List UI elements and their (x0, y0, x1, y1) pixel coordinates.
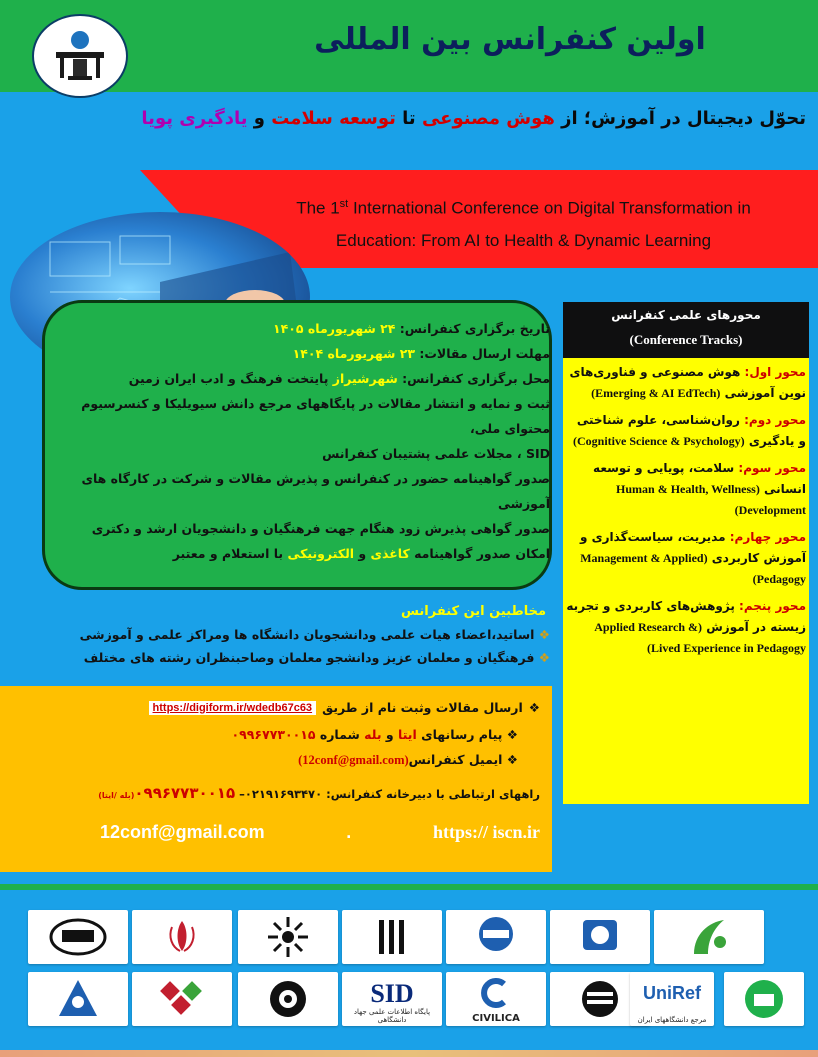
messenger-and: و (381, 727, 399, 742)
bullet-icon: ❖ (534, 650, 550, 665)
info-venue-label: محل برگزاری کنفرانس: (397, 371, 550, 386)
track-5-label: محور پنجم: (739, 599, 806, 613)
subtitle-part: تا (395, 108, 422, 129)
logo-civilica (446, 972, 546, 1026)
footer-site[interactable]: https:// iscn.ir (432, 822, 540, 842)
track-5-fa: پژوهش‌های کاربردی و تجربه زیسته در آموزش (566, 599, 806, 634)
info-date-value: ۲۴ شهریورماه ۱۴۰۵ (273, 321, 396, 336)
culture-house-icon (157, 976, 207, 1022)
info-deadline (50, 341, 550, 366)
bullet-icon: ❖ (502, 752, 518, 767)
track-2-label: محور دوم: (744, 413, 806, 427)
secretariat-sep: – (235, 787, 245, 801)
info-venue (50, 366, 550, 391)
info-venue-city: شهرشیراز (332, 371, 398, 386)
civilica-icon (476, 978, 516, 1008)
track-4 (566, 527, 806, 590)
skills-center-icon (55, 976, 101, 1022)
book-emblem-icon (741, 976, 787, 1022)
english-title-pre: The 1 (296, 198, 340, 218)
info-venue-rest: پایتخت فرهنگ و ادب ایران زمین (128, 371, 333, 386)
info-cert-e: با استعلام و معتبر (172, 546, 288, 561)
track-1-fa: هوش مصنوعی و فناوری‌های نوین آموزشی (569, 365, 806, 400)
track-5-en: (Applied Research & Lived Experience in Pedagogy) (594, 620, 806, 655)
track-2 (566, 410, 806, 452)
conference-emblem (32, 14, 128, 98)
info-cert-c: و (354, 546, 371, 561)
messenger-bale: بله (364, 727, 382, 742)
info-list (50, 316, 550, 566)
info-cert-electronic: الکترونیکی (287, 546, 355, 561)
track-3 (566, 458, 806, 521)
english-title-sup: st (339, 198, 349, 210)
track-4-en: (Management & Applied Pedagogy) (580, 551, 806, 586)
logo-culture-house (132, 972, 232, 1026)
subtitle-learning: یادگیری پویا (141, 108, 248, 129)
messenger-number-label: شماره (315, 727, 365, 742)
tracks-title-fa: محورهای علمی کنفرانس (611, 308, 761, 322)
english-title-post: International Conference on Digital Transformation in (348, 198, 751, 218)
logo-alzahra (654, 910, 764, 964)
tracks-title-en: (Conference Tracks) (629, 332, 743, 347)
emblem-icon (50, 26, 110, 86)
tracks-list (566, 362, 806, 665)
iran-emblem-icon (162, 917, 202, 957)
track-2-en: (Cognitive Science & Psychology) (573, 434, 745, 448)
bullet-icon: ❖ (528, 700, 540, 715)
logo-applied-science (342, 910, 442, 964)
track-1-en: (Emerging & AI EdTech) (591, 386, 721, 400)
bullet-icon: ❖ (534, 627, 550, 642)
track-1-label: محور اول: (744, 365, 806, 379)
info-certificate: صدور گواهینامه حضور در کنفرانس و پذیرش مقالات و شرکت در کارگاه های آموزشی (81, 471, 550, 511)
footer-email[interactable]: 12conf@gmail.com (100, 822, 265, 842)
logo-farhangian (446, 910, 546, 964)
subtitle-health: توسعه سلامت (271, 108, 396, 129)
tracks-header (563, 302, 809, 358)
title-fa: اولین کنفرانس بین المللی (314, 22, 706, 57)
submit-link[interactable]: https://digiform.ir/wdedb67c63 (149, 701, 317, 715)
sid-wordmark: SID (370, 979, 414, 1008)
info-early-acceptance: صدور گواهی پذیرش زود هنگام جهت فرهنگیان و دانشجویان ارشد و دکتری (91, 521, 550, 536)
logo-ministry-education (132, 910, 232, 964)
uniref-wordmark: UniRef (643, 982, 701, 1003)
azad-icon (575, 914, 625, 960)
civilica-wordmark: CIVILICA (472, 1013, 520, 1024)
secretariat-note: (بله /ایتا) (98, 791, 135, 800)
secretariat-phone2: ۰۹۹۶۷۷۳۰۰۱۵ (134, 784, 236, 802)
secretariat-row (20, 784, 540, 802)
humanities-icon (265, 976, 311, 1022)
subtitle-part: و (247, 108, 272, 129)
audience-item-1 (20, 627, 550, 642)
alzahra-icon (684, 914, 734, 960)
track-2-fa: روان‌شناسی، علوم شناختی و یادگیری (576, 413, 806, 448)
bullet-icon: ❖ (502, 727, 518, 742)
uniref-caption: مرجع دانشگاههای ایران (637, 1016, 707, 1024)
jahad-logo-icon (48, 917, 108, 957)
english-title (236, 188, 811, 257)
logo-sid (342, 972, 442, 1026)
track-4-label: محور چهارم: (729, 530, 806, 544)
footer-contacts (100, 822, 540, 843)
logo-humanities (238, 972, 338, 1026)
contact-list (20, 700, 540, 802)
submit-row (20, 700, 540, 715)
secretariat-label: راههای ارتباطی با دبیرخانه کنفرانس: (322, 787, 540, 801)
track-4-fa: مدیریت، سیاست‌گذاری و آموزش کاربردی (580, 530, 806, 565)
messenger-label: پیام رسانهای (416, 727, 503, 742)
secretariat-phone1: ۰۲۱۹۱۶۹۳۴۷۰ (244, 787, 323, 801)
info-deadline-value: ۲۳ شهریورماه ۱۴۰۴ (292, 346, 415, 361)
farhangian-icon (471, 914, 521, 960)
footer-dot: . (346, 822, 352, 842)
logo-payame-noor (238, 910, 338, 964)
info-certificate-type (50, 541, 550, 566)
messenger-eitaa: ایتا (398, 727, 417, 742)
messenger-phone: ۰۹۹۶۷۷۳۰۰۱۵ (231, 727, 316, 742)
info-cert-paper: کاغذی (370, 546, 410, 561)
track-3-label: محور سوم: (738, 461, 806, 475)
audience-title: مخاطبین این کنفرانس (401, 604, 546, 619)
info-deadline-label: مهلت ارسال مقالات: (415, 346, 550, 361)
audience-section (20, 604, 550, 665)
logo-uniref (630, 972, 714, 1026)
email-label: ایمیل کنفرانس (408, 752, 503, 767)
sid-caption: پایگاه اطلاعات علمی جهاد دانشگاهی (353, 1008, 431, 1024)
track-3-fa: سلامت، پویایی و توسعه انسانی (593, 461, 806, 496)
info-journals: SID ، مجلات علمی پشتیبان کنفرانس (322, 446, 550, 461)
submit-label: ارسال مقالات وثبت نام از طریق (322, 700, 523, 715)
info-indexing: ثبت و نمایه و انتشار مقالات در پایگاههای مرجع دانش سیویلیکا و کنسرسیوم محتوای ملی، (81, 396, 550, 436)
logo-emblem (724, 972, 804, 1026)
payame-noor-icon (265, 914, 311, 960)
applied-science-icon (369, 914, 415, 960)
track-3-en: (Human & Health, Wellness Development) (616, 482, 806, 517)
audience-item-2 (20, 650, 550, 665)
subtitle-fa (106, 108, 806, 129)
info-date (50, 316, 550, 341)
logo-jahad (28, 910, 128, 964)
messenger-row (20, 727, 540, 742)
info-cert-a: امکان صدور گواهینامه (409, 546, 550, 561)
track-1 (566, 362, 806, 404)
subtitle-part: تحوّل دیجیتال در آموزش؛ از (554, 108, 806, 129)
email-row (20, 752, 540, 768)
audience-item-1-text: اساتید،اعضاء هیات علمی ودانشجویان دانشگاه ها ومراکز علمی و آموزشی (79, 627, 535, 642)
bottom-strip (0, 1050, 818, 1057)
logo-azad (550, 910, 650, 964)
track-5 (566, 596, 806, 659)
subtitle-ai: هوش مصنوعی (421, 108, 555, 129)
irandoc-icon (577, 976, 623, 1022)
english-title-line2: Education: From AI to Health & Dynamic Learning (335, 230, 712, 250)
audience-item-2-text: فرهنگیان و معلمان عزیز ودانشجو معلمان وصاحبنظران رشته های مختلف (83, 650, 535, 665)
logo-skills-center (28, 972, 128, 1026)
email-value[interactable]: (12conf@gmail.com) (298, 753, 409, 767)
info-date-label: تاریخ برگزاری کنفرانس: (395, 321, 550, 336)
